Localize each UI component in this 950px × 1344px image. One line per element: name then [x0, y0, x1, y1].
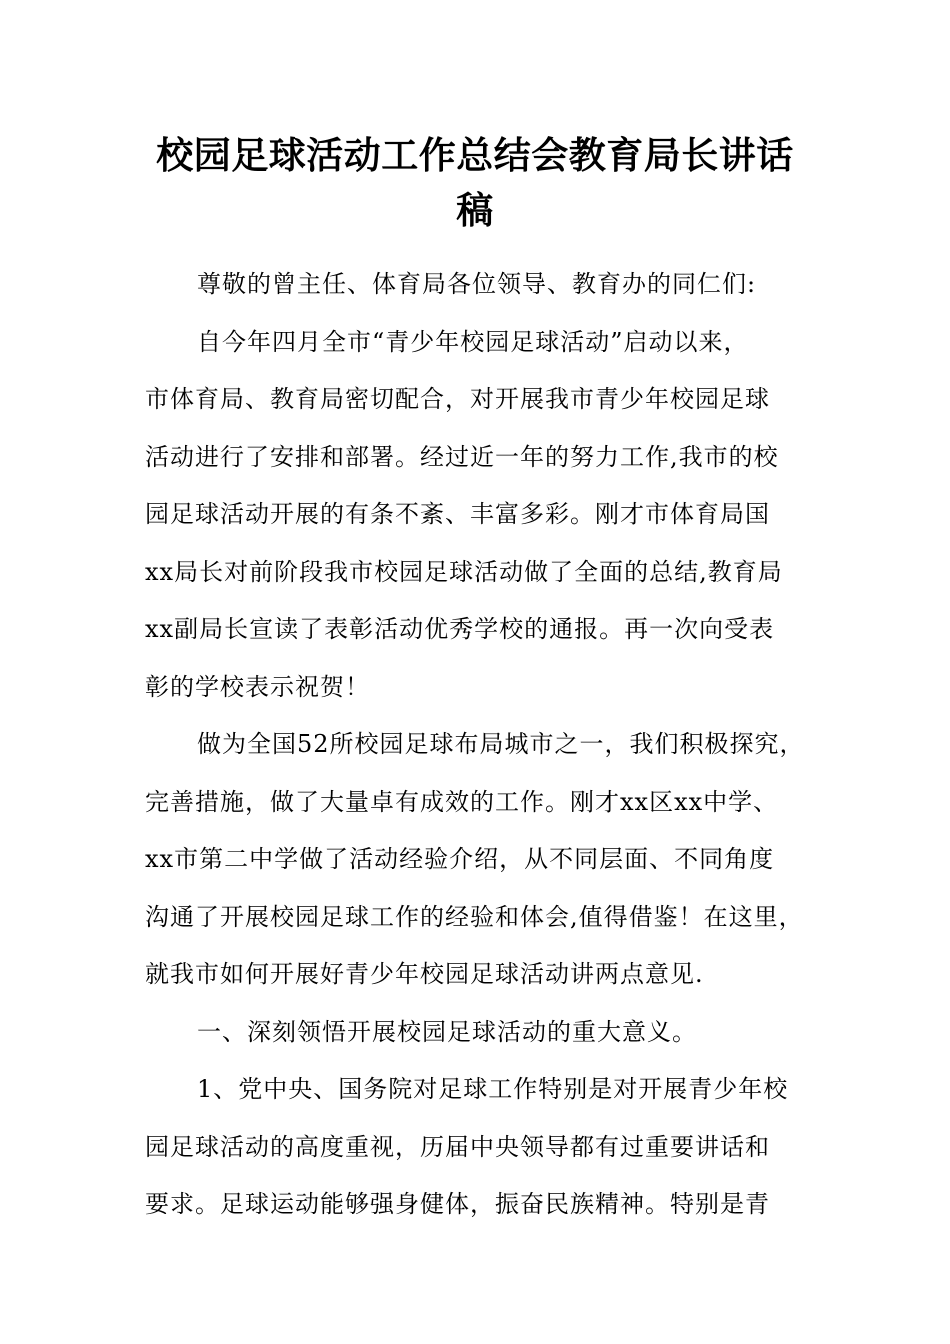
text-line: 园足球活动的高度重视，历届中央领导都有过重要讲话和	[145, 1132, 770, 1161]
title-line: 稿	[456, 189, 494, 232]
paragraph-achievements	[145, 716, 835, 1004]
title-line: 校园足球活动工作总结会教育局长讲话	[156, 134, 794, 177]
text-line: 园足球活动开展的有条不紊、丰富多彩。刚才市体育局国	[145, 500, 770, 528]
paragraph-salutation	[145, 256, 835, 314]
text-line: xx市第二中学做了活动经验介绍，从不同层面、不同角度	[145, 845, 775, 873]
text-line: 市体育局、教育局密切配合，对开展我市青少年校园足球	[145, 385, 770, 413]
text-line: 完善措施，做了大量卓有成效的工作。刚才xx区xx中学、	[145, 787, 779, 816]
text-line: xx副局长宣读了表彰活动优秀学校的通报。再一次向受表	[145, 615, 775, 643]
text-line: 彰的学校表示祝贺！	[145, 672, 370, 701]
section-heading-1	[145, 1004, 835, 1062]
text-line: 尊敬的曾主任、体育局各位领导、教育办的同仁们:	[197, 270, 757, 298]
text-line: 1、党中央、国务院对足球工作特别是对开展青少年校	[197, 1075, 789, 1103]
text-line: 自今年四月全市“青少年校园足球活动”启动以来，	[197, 327, 749, 356]
text-line: 就我市如何开展好青少年校园足球活动讲两点意见.	[145, 960, 704, 988]
text-line: 沟通了开展校园足球工作的经验和体会,值得借鉴！在这里，	[145, 902, 804, 931]
document-title	[120, 128, 830, 238]
text-line: 做为全国52所校园足球布局城市之一，我们积极探究，	[197, 730, 805, 758]
text-line: 要求。足球运动能够强身健体，振奋民族精神。特别是青	[145, 1190, 770, 1218]
text-line: 一、深刻领悟开展校园足球活动的重大意义。	[197, 1017, 697, 1046]
document-body	[145, 256, 835, 1234]
text-line: xx局长对前阶段我市校园足球活动做了全面的总结,教育局	[145, 557, 783, 586]
text-line: 活动进行了安排和部署。经过近一年的努力工作,我市的校	[145, 442, 779, 471]
paragraph-opening	[145, 314, 835, 717]
paragraph-point-1	[145, 1061, 835, 1234]
